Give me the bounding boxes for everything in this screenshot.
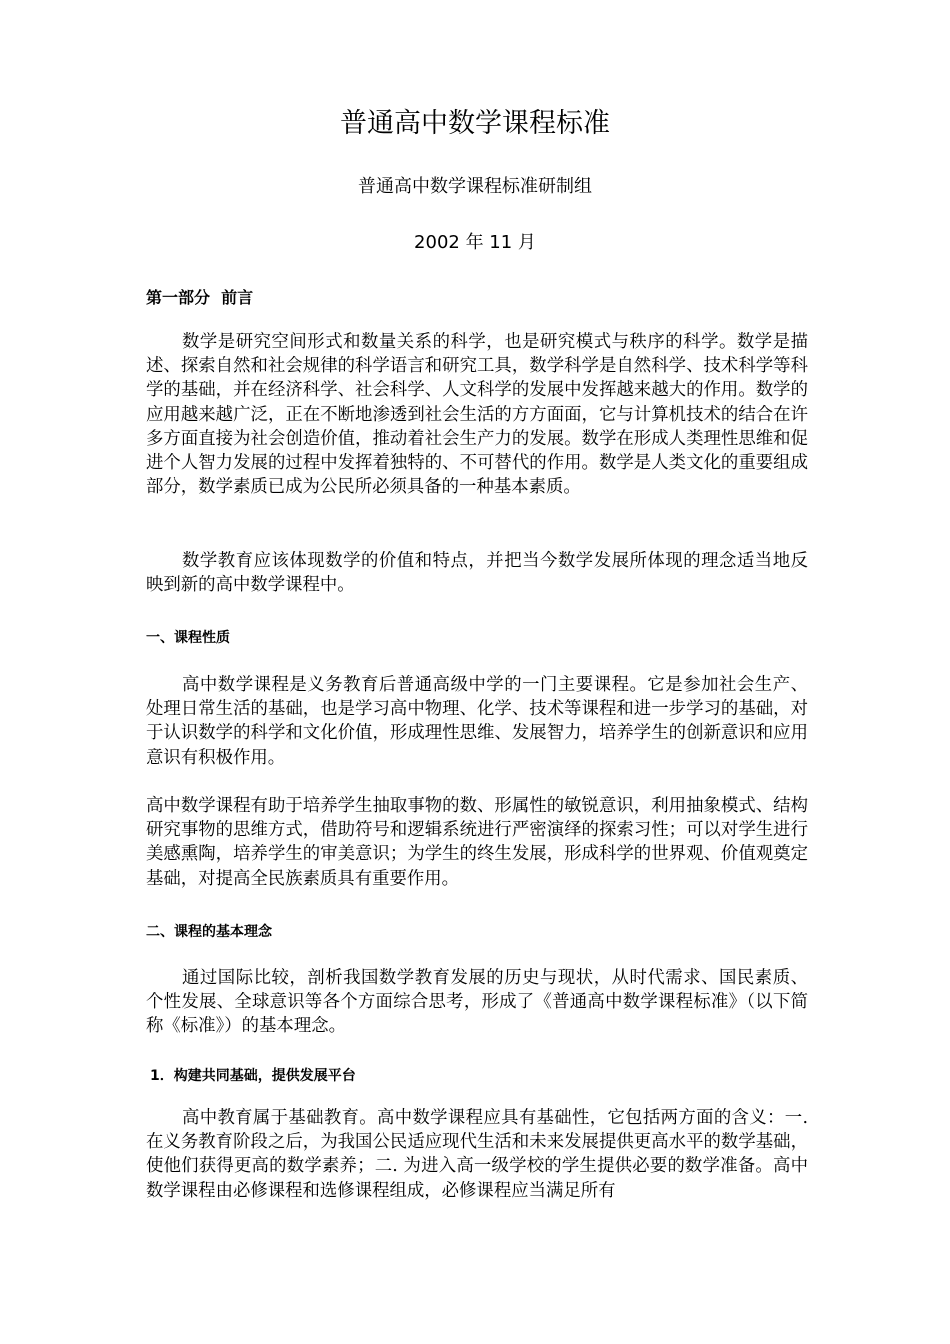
section-one-heading: 一、课程性质	[146, 630, 230, 646]
section-one-paragraph-2: 高中数学课程有助于培养学生抽取事物的数、形属性的敏锐意识，利用抽象模式、结构研究事物的思维方式，借助符号和逻辑系统进行严密演绎的探索习性；可以对学生进行美感熏陶，培养学生的审美意识；为学生的终生发展，形成科学的世界观、价值观奠定基础，对提高全民族素质具有重要作用。	[146, 796, 808, 889]
preface-paragraph-1: 数学是研究空间形式和数量关系的科学，也是研究模式与秩序的科学。数学是描述、探索自然和社会规律的科学语言和研究工具，数学科学是自然科学、技术科学等科学的基础，并在经济科学、社会科学、人文科学的发展中发挥越来越大的作用。数学的应用越来越广泛，正在不断地渗透到社会生活的方方面面，它与计算机技术的结合在许多方面直接为社会创造价值，推动着社会生产力的发展。数学在形成人类理性思维和促进个人智力发展的过程中发挥着独特的、不可替代的作用。数学是人类文化的重要组成部分，数学素质已成为公民所必须具备的一种基本素质。	[146, 332, 808, 498]
document-author: 普通高中数学课程标准研制组	[358, 176, 592, 197]
section-one-paragraph-1: 高中数学课程是义务教育后普通高级中学的一门主要课程。它是参加社会生产、处理日常生活的基础，也是学习高中物理、化学、技术等课程和进一步学习的基础，对于认识数学的科学和文化价值，形成理性思维、发展智力，培养学生的创新意识和应用意识有积极作用。	[146, 675, 808, 768]
section-two-heading: 二、课程的基本理念	[146, 924, 272, 940]
part-one-heading: 第一部分 前言	[146, 288, 254, 307]
preface-paragraph-2: 数学教育应该体现数学的价值和特点，并把当今数学发展所体现的理念适当地反映到新的高中数学课程中。	[146, 551, 808, 596]
subsection-one-paragraph: 高中教育属于基础教育。高中数学课程应具有基础性，它包括两方面的含义：一. 在义务教育阶段之后，为我国公民适应现代生活和未来发展提供更高水平的数学基础，使他们获得更高的数学素养；二. 为进入高一级学校的学生提供必要的数学准备。高中数学课程由必修课程和选修课程组成，必修课程应当满足所有	[146, 1108, 808, 1201]
section-two-paragraph: 通过国际比较，剖析我国数学教育发展的历史与现状，从时代需求、国民素质、个性发展、全球意识等各个方面综合思考，形成了《普通高中数学课程标准》（以下简称《标准》）的基本理念。	[146, 968, 808, 1037]
subsection-one-heading: 1．构建共同基础，提供发展平台	[150, 1068, 356, 1084]
document-date: 2002 年 11 月	[414, 232, 536, 253]
document-title: 普通高中数学课程标准	[340, 108, 610, 139]
